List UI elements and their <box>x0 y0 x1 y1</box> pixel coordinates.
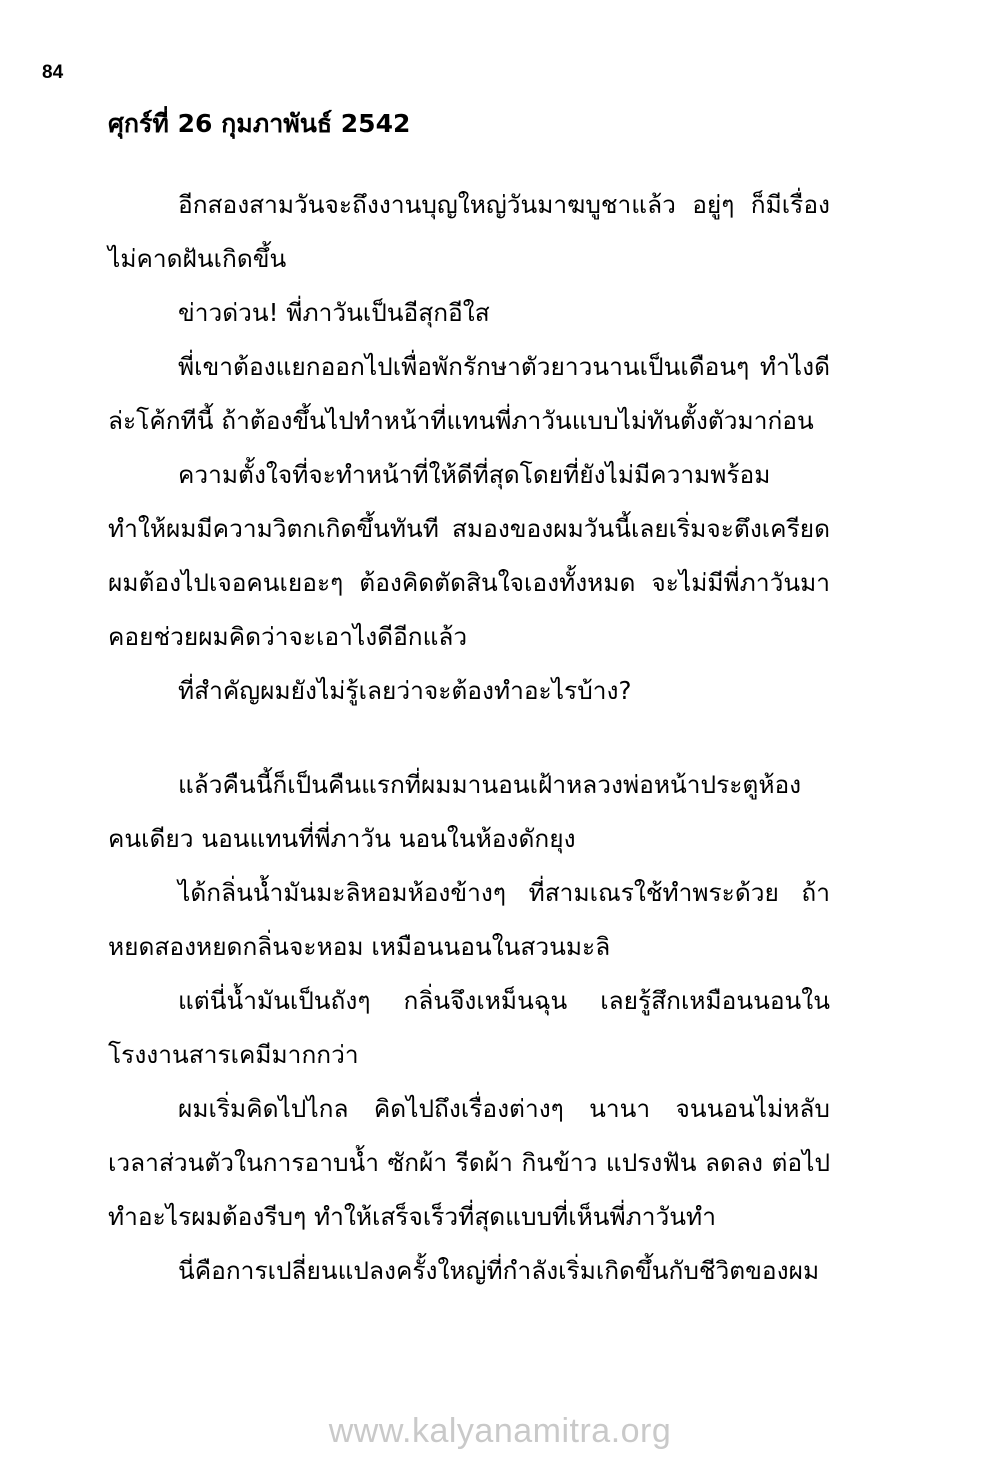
paragraph-6: แล้วคืนนี้ก็เป็นคืนแรกที่ผมมานอนเฝ้าหลวงพ่อหน้าประตูห้องคนเดียว นอนแทนที่พี่ภาวัน นอนในห้องดักยุง <box>108 770 802 853</box>
paragraph-4: ความตั้งใจที่จะทำหน้าที่ให้ดีที่สุดโดยที่ยังไม่มีความพร้อม ทำให้ผมมีความวิตกเกิดขึ้นทันที สมองของผมวันนี้เลยเริ่มจะตึงเครียด ผมต้องไปเจอคนเยอะๆ ต้องคิดตัดสินใจเองทั้งหมด จะไม่มีพี่ภาวันมาคอยช่วยผมคิดว่าจะเอาไงดีอีกแล้ว <box>108 460 830 651</box>
page-heading: ศุกร์ที่ 26 กุมภาพันธ์ 2542 <box>108 109 411 138</box>
paragraph-2: ข่าวด่วน! พี่ภาวันเป็นอีสุกอีใส <box>178 298 490 327</box>
paragraph-1: อีกสองสามวันจะถึงงานบุญใหญ่วันมาฆบูชาแล้ว อยู่ๆ ก็มีเรื่องไม่คาดฝันเกิดขึ้น <box>108 190 830 273</box>
page-number: 84 <box>42 62 64 83</box>
paragraph-7: ได้กลิ่นน้ำมันมะลิหอมห้องข้างๆ ที่สามเณรใช้ทำพระด้วย ถ้าหยดสองหยดกลิ่นจะหอม เหมือนนอนในสวนมะลิ <box>108 878 830 961</box>
paragraph-10: นี่คือการเปลี่ยนแปลงครั้งใหญ่ที่กำลังเริ่มเกิดขึ้นกับชีวิตของผม <box>178 1256 820 1285</box>
paragraph-5: ที่สำคัญผมยังไม่รู้เลยว่าจะต้องทำอะไรบ้าง? <box>178 676 632 705</box>
paragraph-8: แต่นี่น้ำมันเป็นถังๆ กลิ่นจึงเหม็นฉุน เลยรู้สึกเหมือนนอนในโรงงานสารเคมีมากกว่า <box>108 986 830 1069</box>
paragraph-9: ผมเริ่มคิดไปไกล คิดไปถึงเรื่องต่างๆ นานา จนนอนไม่หลับ เวลาส่วนตัวในการอาบน้ำ ซักผ้า รีดผ้า กินข้าว แปรงฟัน ลดลง ต่อไปทำอะไรผมต้องรีบๆ ทำให้เสร็จเร็วที่สุดแบบที่เห็นพี่ภาวันทำ <box>108 1094 830 1231</box>
body-text <box>108 178 830 1298</box>
watermark: www.kalyanamitra.org <box>328 1412 672 1450</box>
paragraph-3: พี่เขาต้องแยกออกไปเพื่อพักรักษาตัวยาวนานเป็นเดือนๆ ทำไงดีล่ะโค้กทีนี้ ถ้าต้องขึ้นไปทำหน้าที่แทนพี่ภาวันแบบไม่ทันตั้งตัวมาก่อน <box>108 352 830 435</box>
